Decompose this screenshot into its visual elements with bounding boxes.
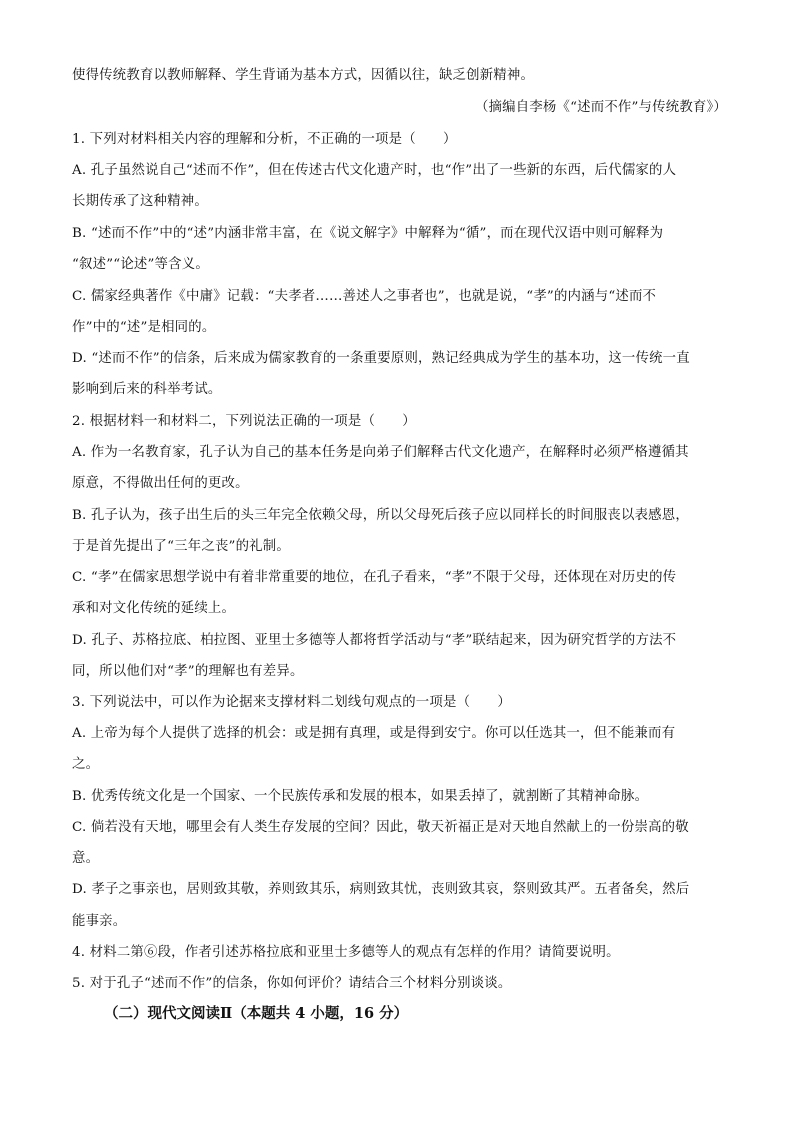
question-2-option-d: D. 孔子、苏格拉底、柏拉图、亚里士多德等人都将哲学活动与“孝”联结起来，因为研究哲学的方法不 <box>72 633 677 648</box>
question-3-option-a: A. 上帝为每个人提供了选择的机会：或是拥有真理，或是得到安宁。你可以任选其一，但不能兼而有 <box>72 726 676 741</box>
question-2-option-b: B. 孔子认为，孩子出生后的头三年完全依赖父母，所以父母死后孩子应以同样长的时间服丧以表感恩， <box>72 508 689 523</box>
passage-tail: 使得传统教育以教师解释、学生背诵为基本方式，因循以往，缺乏创新精神。 <box>72 68 535 83</box>
question-4: 4. 材料二第⑥段，作者引述苏格拉底和亚里士多德等人的观点有怎样的作用？请简要说明。 <box>72 945 620 960</box>
question-1-option-d: D. “述而不作”的信条，后来成为儒家教育的一条重要原则，熟记经典成为学生的基本功，这一传统一直 <box>72 351 690 366</box>
question-5: 5. 对于孔子“述而不作”的信条，你如何评价？请结合三个材料分别谈谈。 <box>72 976 512 991</box>
question-3-option-b: B. 优秀传统文化是一个国家、一个民族传承和发展的根本，如果丢掉了，就割断了其精神命脉。 <box>72 789 649 804</box>
question-1-option-b-cont: “叙述”“论述”等含义。 <box>72 257 209 272</box>
question-1-option-c-cont: 作”中的“述”是相同的。 <box>72 320 216 335</box>
question-3-option-d: D. 孝子之事亲也，居则致其敬，养则致其乐，病则致其忧，丧则致其哀，祭则致其严。五者备矣，然后 <box>72 882 690 897</box>
question-3-option-c-cont: 意。 <box>72 851 100 866</box>
question-2-option-c-cont: 承和对文化传统的延续上。 <box>72 601 236 616</box>
question-1-option-c: C. 儒家经典著作《中庸》记载：“夫孝者……善述人之事者也”，也就是说，“孝”的内涵与“述而不 <box>72 289 657 304</box>
section-heading: （二）现代文阅读Ⅱ（本题共 4 小题，16 分） <box>104 1005 409 1022</box>
question-2-option-b-cont: 于是首先提出了“三年之丧”的礼制。 <box>72 539 290 554</box>
passage-source: （摘编自李杨《“述而不作”与传统教育》） <box>474 100 727 115</box>
question-1-option-d-cont: 影响到后来的科举考试。 <box>72 382 222 397</box>
question-2-stem: 2. 根据材料一和材料二，下列说法正确的一项是（ ） <box>72 414 416 429</box>
question-3-stem: 3. 下列说法中，可以作为论据来支撑材料二划线句观点的一项是（ ） <box>72 695 511 710</box>
question-2-option-a: A. 作为一名教育家，孔子认为自己的基本任务是向弟子们解释古代文化遗产，在解释时必须严格遵循其 <box>72 445 689 460</box>
question-3-option-d-cont: 能事亲。 <box>72 914 127 929</box>
question-3-option-a-cont: 之。 <box>72 757 100 772</box>
question-3-option-c: C. 倘若没有天地，哪里会有人类生存发展的空间？因此，敬天祈福正是对天地自然献上的一份崇高的敬 <box>72 820 689 835</box>
question-2-option-c: C. “孝”在儒家思想学说中有着非常重要的地位，在孔子看来，“孝”不限于父母，还体现在对历史的传 <box>72 570 677 585</box>
question-1-option-a: A. 孔子虽然说自己“述而不作”，但在传述古代文化遗产时，也“作”出了一些新的东西，后代儒家的人 <box>72 163 677 178</box>
question-1-option-b: B. “述而不作”中的“述”内涵非常丰富，在《说文解字》中解释为“循”，而在现代汉语中则可解释为 <box>72 226 664 241</box>
question-1-stem: 1. 下列对材料相关内容的理解和分析，不正确的一项是（ ） <box>72 132 457 147</box>
question-1-option-a-cont: 长期传承了这种精神。 <box>72 194 208 209</box>
question-2-option-a-cont: 原意，不得做出任何的更改。 <box>72 476 249 491</box>
question-2-option-d-cont: 同，所以他们对“孝”的理解也有差异。 <box>72 664 304 679</box>
